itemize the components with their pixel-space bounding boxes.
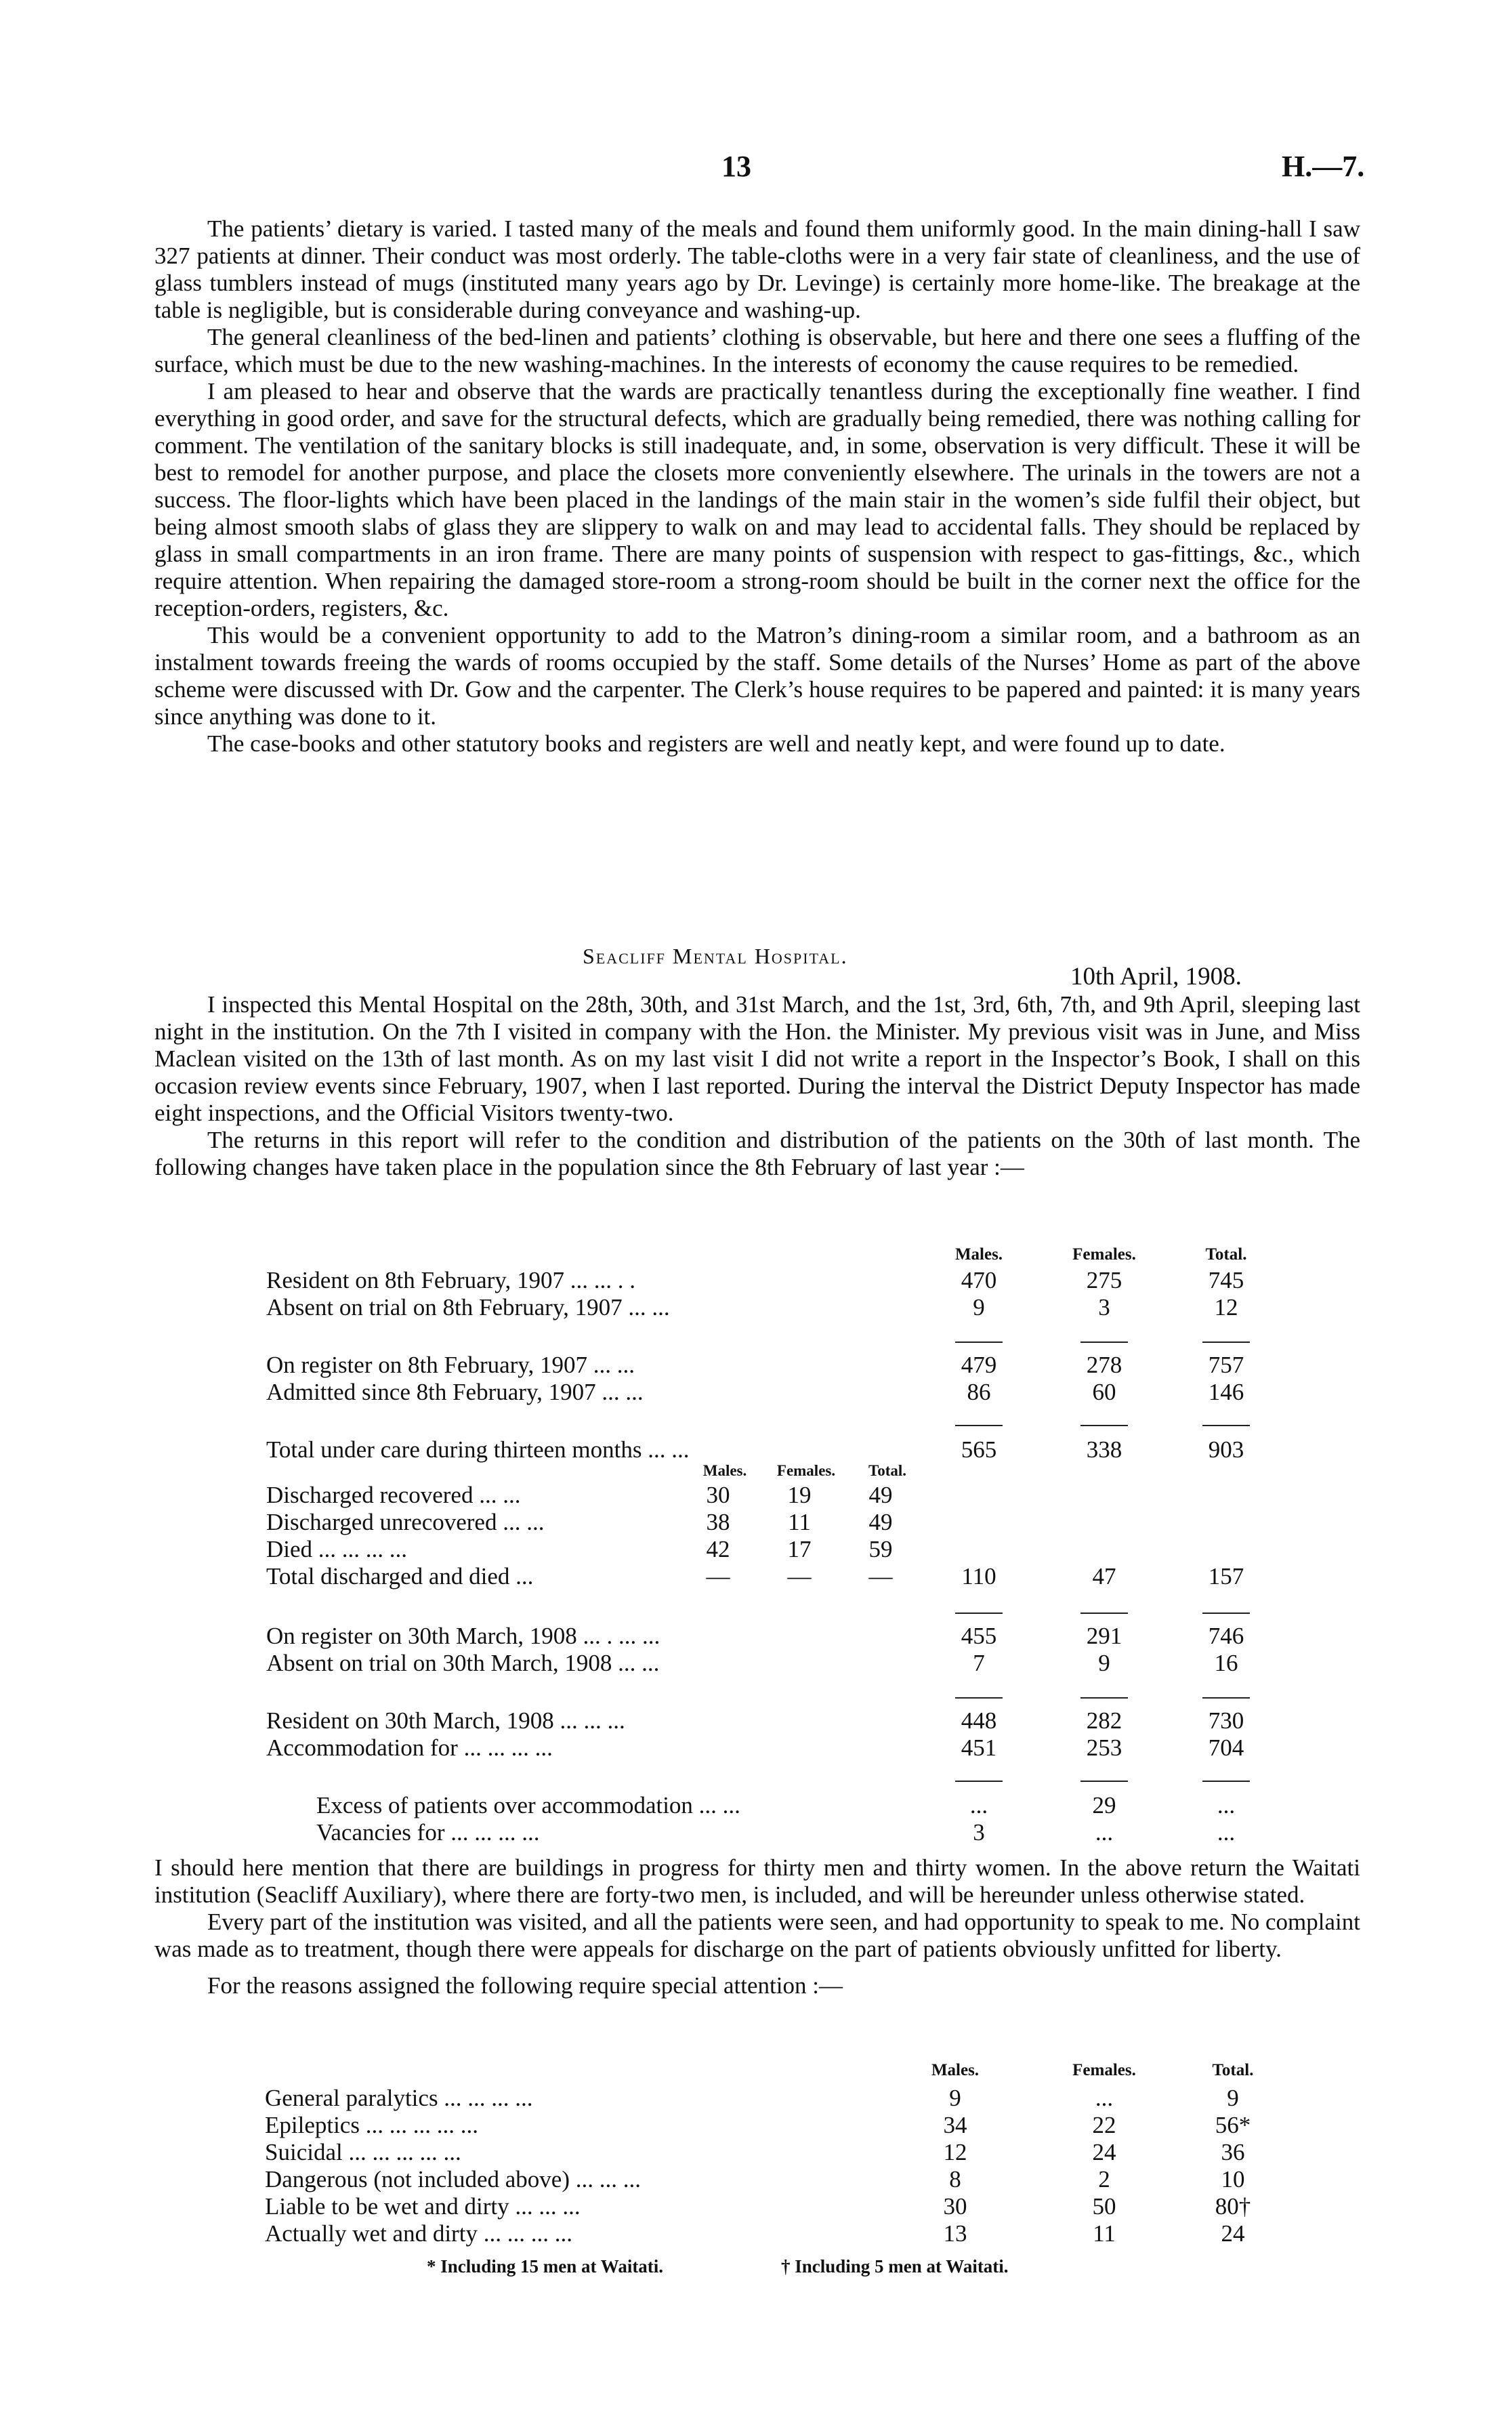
sub-cell: 38 <box>706 1509 730 1535</box>
row-label: Actually wet and dirty ... ... ... ... <box>265 2220 572 2247</box>
total-rule <box>1202 1781 1250 1782</box>
value-cell: 448 <box>961 1707 997 1734</box>
value-cell: 282 <box>1086 1707 1122 1734</box>
value-cell: 34 <box>943 2112 967 2138</box>
sub-cell: 49 <box>868 1482 893 1508</box>
value-cell: 3 <box>973 1819 985 1846</box>
value-cell: 29 <box>1092 1792 1116 1818</box>
row-label: Absent on trial on 8th February, 1907 ... ... <box>266 1294 670 1321</box>
value-cell: 275 <box>1086 1267 1122 1293</box>
value-cell: ... <box>969 1792 988 1818</box>
paragraph: I inspected this Mental Hospital on the 28th, 30th, and 31st March, and the 1st, 3rd, 6th, 7th, and 9th April, sleeping last night in the institution. On the 7th I visited in company with the Hon. the Minister. My previous visit was in June, and Miss Maclean visited on the 13th of last month. As on my last visit I did not write a report in the Inspector’s Book, I shall on this occasion review events since February, 1907, when I last reported. During the interval the District Deputy Inspector has made eight inspections, and the Official Visitors twenty-two. <box>154 991 1360 1126</box>
total-rule <box>955 1613 1003 1614</box>
row-label: Excess of patients over accommodation ... ... <box>316 1792 740 1818</box>
value-cell: 16 <box>1214 1650 1238 1676</box>
closing-paragraphs <box>154 1854 1360 1999</box>
value-cell: 757 <box>1208 1352 1244 1378</box>
value-cell: 146 <box>1208 1379 1244 1405</box>
paragraph: I should here mention that there are buildings in progress for thirty men and thirty women. In the above return the Waitati institution (Seacliff Auxiliary), where there are forty-two men, is included, and will be hereunder unless otherwise stated. <box>154 1854 1360 1908</box>
total-rule <box>1080 1425 1128 1426</box>
document-reference: H.—7. <box>1282 150 1365 183</box>
total-rule <box>1080 1613 1128 1614</box>
page-number: 13 <box>721 150 751 183</box>
value-cell: ... <box>1095 1819 1114 1846</box>
total-rule <box>955 1781 1003 1782</box>
row-label: On register on 30th March, 1908 ... . ... ... <box>266 1623 660 1649</box>
value-cell: 8 <box>949 2166 961 2192</box>
paragraph: For the reasons assigned the following require special attention :— <box>207 1972 843 1999</box>
paragraph: This would be a convenient opportunity to add to the Matron’s dining-room a similar room, and a bathroom as an instalment towards freeing the wards of rooms occupied by the staff. Some details of the Nurses’ Home as part of the above scheme were discussed with Dr. Gow and the carpenter. The Clerk’s house requires to be papered and painted: it is many years since anything was done to it. <box>154 622 1360 730</box>
value-cell: 565 <box>961 1436 997 1463</box>
total-rule <box>1080 1697 1128 1699</box>
footnote: † Including 5 men at Waitati. <box>781 2256 1009 2276</box>
sub-cell: 19 <box>787 1482 812 1508</box>
column-header: Males. <box>931 2061 980 2079</box>
value-cell: 451 <box>961 1734 997 1761</box>
value-cell: 479 <box>961 1352 997 1378</box>
value-cell: 110 <box>961 1563 996 1589</box>
total-rule <box>1080 1342 1128 1343</box>
row-label: On register on 8th February, 1907 ... ... <box>266 1352 635 1378</box>
row-label: Resident on 8th February, 1907 ... ... . . <box>266 1267 636 1293</box>
total-rule <box>955 1342 1003 1343</box>
value-cell: 9 <box>949 2085 961 2111</box>
value-cell: 730 <box>1208 1707 1244 1734</box>
value-cell: 278 <box>1086 1352 1122 1378</box>
value-cell: ... <box>1095 2085 1114 2111</box>
sub-column-header: Females. <box>776 1462 836 1479</box>
row-label: Suicidal ... ... ... ... ... <box>265 2139 461 2165</box>
row-label: Discharged recovered ... ... <box>266 1482 521 1508</box>
sub-cell: 42 <box>706 1536 730 1562</box>
total-rule <box>1202 1613 1250 1614</box>
value-cell: 12 <box>1214 1294 1238 1321</box>
total-rule <box>1202 1697 1250 1699</box>
value-cell: 80† <box>1215 2193 1251 2220</box>
sub-cell: 49 <box>868 1509 893 1535</box>
value-cell: 157 <box>1208 1563 1244 1589</box>
value-cell: 12 <box>943 2139 967 2165</box>
value-cell: 704 <box>1208 1734 1244 1761</box>
value-cell: 746 <box>1208 1623 1244 1649</box>
value-cell: 3 <box>1098 1294 1110 1321</box>
section-date: 10th April, 1908. <box>1070 963 1242 991</box>
paragraph: Every part of the institution was visited, and all the patients were seen, and had opportunity to speak to me. No complaint was made as to treatment, though there were appeals for discharge on the part of patients obviously unfitted for liberty. <box>154 1909 1360 1962</box>
value-cell: 291 <box>1086 1623 1122 1649</box>
value-cell: 455 <box>961 1623 997 1649</box>
value-cell: 50 <box>1092 2193 1116 2220</box>
value-cell: 24 <box>1092 2139 1116 2165</box>
value-cell: 86 <box>967 1379 991 1405</box>
sub-cell: — <box>706 1563 730 1589</box>
value-cell: 10 <box>1221 2166 1245 2192</box>
total-rule <box>1080 1781 1128 1782</box>
value-cell: 338 <box>1086 1436 1122 1463</box>
column-header: Females. <box>1072 1245 1136 1264</box>
value-cell: 47 <box>1092 1563 1116 1589</box>
paragraph: The patients’ dietary is varied. I tasted many of the meals and found them uniformly good. In the main dining-hall I saw 327 patients at dinner. Their conduct was most orderly. The table-cloths were in a very fair state of cleanliness, and the use of glass tumblers instead of mugs (instituted many years ago by Dr. Levinge) is certainly more home-like. The breakage at the table is negligible, but is considerable during conveyance and washing-up. <box>154 215 1360 323</box>
value-cell: ... <box>1217 1819 1236 1846</box>
value-cell: 2 <box>1098 2166 1110 2192</box>
value-cell: 253 <box>1086 1734 1122 1761</box>
row-label: Resident on 30th March, 1908 ... ... ... <box>266 1707 625 1734</box>
sub-cell: — <box>868 1563 893 1589</box>
inspection-paragraphs <box>154 991 1360 1181</box>
total-rule <box>1202 1342 1250 1343</box>
value-cell: 9 <box>973 1294 985 1321</box>
column-header: Total. <box>1212 2061 1254 2079</box>
row-label: Died ... ... ... ... <box>266 1536 408 1562</box>
value-cell: ... <box>1217 1792 1236 1818</box>
row-label: Liable to be wet and dirty ... ... ... <box>265 2193 581 2220</box>
paragraph: The case-books and other statutory books and registers are well and neatly kept, and were found up to date. <box>207 730 1225 757</box>
value-cell: 36 <box>1221 2139 1245 2165</box>
column-header: Females. <box>1072 2061 1136 2079</box>
sub-column-header: Males. <box>702 1462 747 1479</box>
sub-cell: 11 <box>788 1509 811 1535</box>
row-label: Admitted since 8th February, 1907 ... ... <box>266 1379 644 1405</box>
paragraph: The general cleanliness of the bed-linen and patients’ clothing is observable, but here and there one sees a fluffing of the surface, which must be due to the new washing-machines. In the interests of economy the cause requires to be remedied. <box>154 324 1360 377</box>
column-header: Total. <box>1205 1245 1247 1264</box>
paragraph: The returns in this report will refer to the condition and distribution of the patients on the 30th of last month. The following changes have taken place in the population since the 8th February of last year :— <box>154 1127 1360 1180</box>
sub-cell: 17 <box>787 1536 812 1562</box>
row-label: Dangerous (not included above) ... ... ... <box>265 2166 641 2192</box>
row-label: Vacancies for ... ... ... ... <box>316 1819 540 1846</box>
value-cell: 56* <box>1215 2112 1251 2138</box>
column-header: Males. <box>954 1245 1003 1264</box>
value-cell: 470 <box>961 1267 997 1293</box>
value-cell: 30 <box>943 2193 967 2220</box>
row-label: Epileptics ... ... ... ... ... <box>265 2112 478 2138</box>
value-cell: 22 <box>1092 2112 1116 2138</box>
total-rule <box>955 1697 1003 1699</box>
row-label: Absent on trial on 30th March, 1908 ... ... <box>266 1650 660 1676</box>
value-cell: 13 <box>943 2220 967 2247</box>
total-rule <box>1202 1425 1250 1426</box>
footnote: * Including 15 men at Waitati. <box>427 2256 664 2276</box>
sub-cell: 30 <box>706 1482 730 1508</box>
row-label: Total under care during thirteen months ... ... <box>266 1436 690 1463</box>
value-cell: 11 <box>1093 2220 1116 2247</box>
value-cell: 24 <box>1221 2220 1245 2247</box>
row-label: Total discharged and died ... <box>266 1563 534 1589</box>
total-rule <box>955 1425 1003 1426</box>
value-cell: 903 <box>1208 1436 1244 1463</box>
paragraph: I am pleased to hear and observe that the wards are practically tenantless during the exceptionally fine weather. I find everything in good order, and save for the structural defects, which are gradually being remedied, there was nothing calling for comment. The ventilation of the sanitary blocks is still inadequate, and, in some, observation is very difficult. These it will be best to remodel for another purpose, and place the closets more conveniently elsewhere. The urinals in the towers are not a success. The floor-lights which have been placed in the landings of the main stair in the women’s side fulfil their object, but being almost smooth slabs of glass they are slippery to walk on and may lead to accidental falls. They should be replaced by glass in small compartments in an iron frame. There are many points of suspension with respect to gas-fittings, &c., which require attention. When repairing the damaged store-room a strong-room should be built in the corner next the office for the reception-orders, registers, &c. <box>154 378 1360 621</box>
sub-cell: — <box>787 1563 812 1589</box>
sub-cell: 59 <box>868 1536 893 1562</box>
row-label: Discharged unrecovered ... ... <box>266 1509 545 1535</box>
row-label: Accommodation for ... ... ... ... <box>266 1734 553 1761</box>
value-cell: 7 <box>973 1650 985 1676</box>
value-cell: 9 <box>1227 2085 1239 2111</box>
value-cell: 9 <box>1098 1650 1110 1676</box>
sub-column-header: Total. <box>868 1462 907 1479</box>
value-cell: 745 <box>1208 1267 1244 1293</box>
intro-paragraphs <box>154 215 1360 757</box>
section-heading: Seacliff Mental Hospital. <box>583 944 848 968</box>
row-label: General paralytics ... ... ... ... <box>265 2085 533 2111</box>
value-cell: 60 <box>1092 1379 1116 1405</box>
